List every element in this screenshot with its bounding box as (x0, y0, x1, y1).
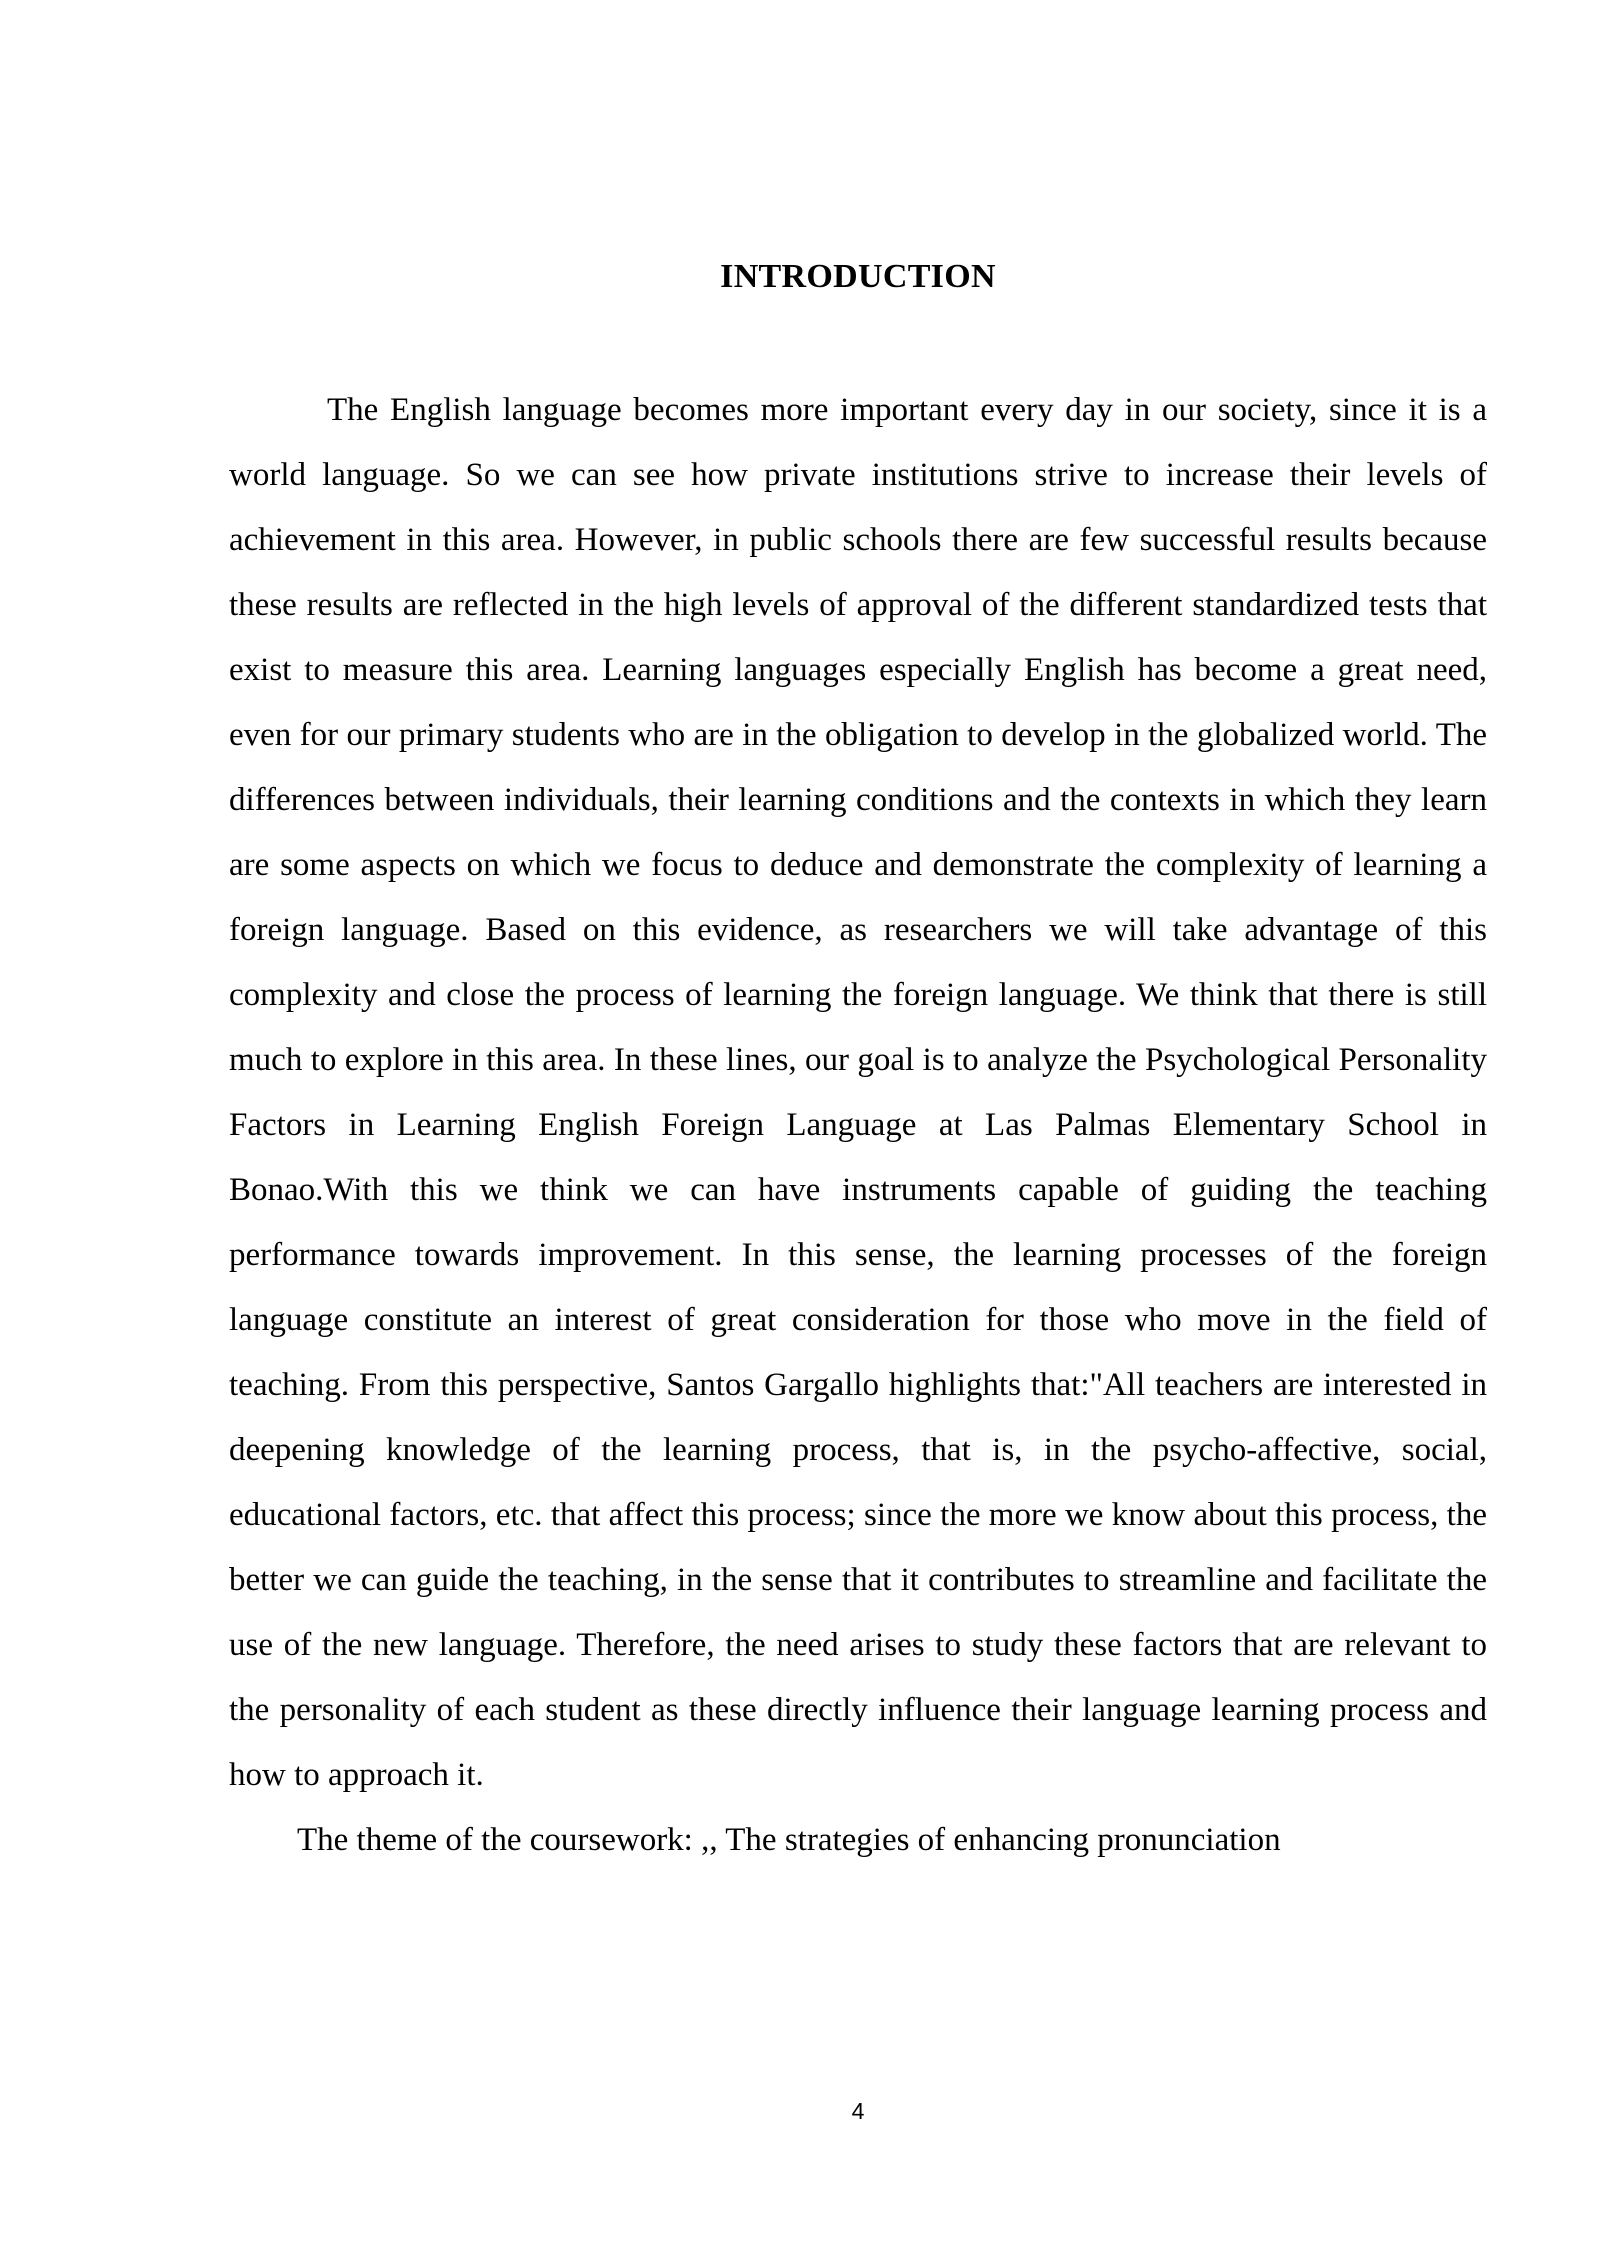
paragraph-introduction: The English language becomes more important every day in our society, since it is a world language. So we can see how private institutions strive to increase their levels of achievement in this area. However, in public schools there are few successful results because these results are reflected in the high levels of approval of the different standardized tests that exist to measure this area. Learning languages especially English has become a great need, even for our primary students who are in the obligation to develop in the globalized world. The differences between individuals, their learning conditions and the contexts in which they learn are some aspects on which we focus to deduce and demonstrate the complexity of learning a foreign language. Based on this evidence, as researchers we will take advantage of this complexity and close the process of learning the foreign language. We think that there is still much to explore in this area. In these lines, our goal is to analyze the Psychological Personality Factors in Learning English Foreign Language at Las Palmas Elementary School in Bonao.With this we think we can have instruments capable of guiding the teaching performance towards improvement. In this sense, the learning processes of the foreign language constitute an interest of great consideration for those who move in the field of teaching. From this perspective, Santos Gargallo highlights that:"All teachers are interested in deepening knowledge of the learning process, that is, in the psycho-affective, social, educational factors, etc. that affect this process; since the more we know about this process, the better we can guide the teaching, in the sense that it contributes to streamline and facilitate the use of the new language. Therefore, the need arises to study these factors that are relevant to the personality of each student as these directly influence their language learning process and how to approach it. (229, 392, 1487, 1793)
page-number: 4 (851, 2098, 865, 2124)
body-text (229, 378, 1487, 1873)
paragraph-theme: The theme of the coursework: ,, The strategies of enhancing pronunciation (297, 1822, 1281, 1858)
page-title: INTRODUCTION (720, 258, 996, 295)
